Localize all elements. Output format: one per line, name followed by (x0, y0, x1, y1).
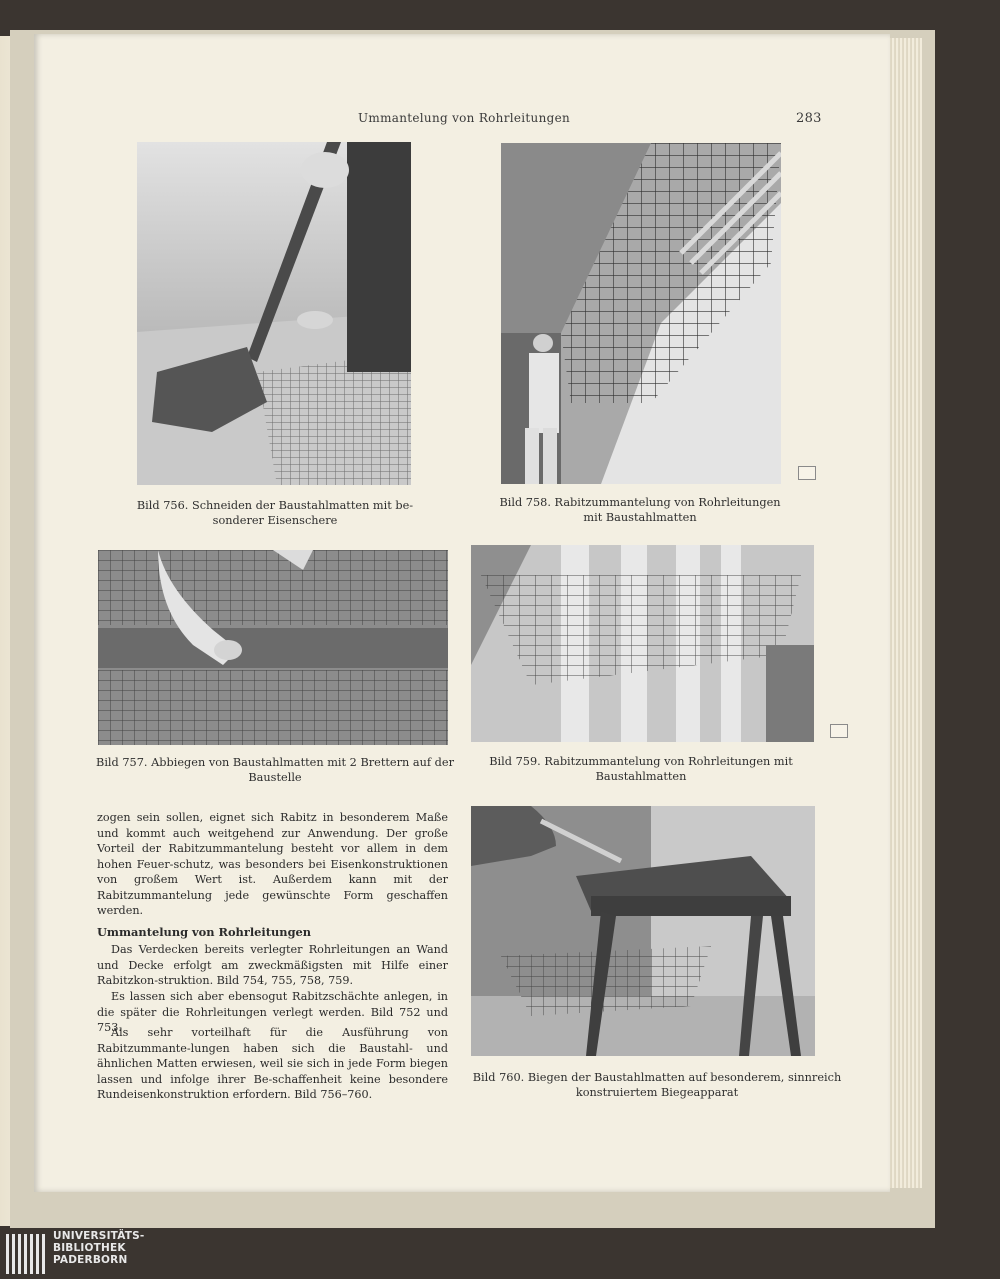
figure-758-caption (490, 495, 790, 525)
caption-line: konstruiertem Biegeapparat (575, 1086, 739, 1099)
paragraph-text: Als sehr vorteilhaft für die Ausführung von Rabitzummante-lungen haben sich die Baustahl- und ähnlichen Matten erwiesen, weil sie sich in jede Form biegen lassen und infolge ihrer Be-schaffenheit keine besondere Rundeisenkonstruktion erfordern. Bild 756–760. (97, 1026, 448, 1101)
paragraph-text: zogen sein sollen, eignet sich Rabitz in besonderem Maße und kommt auch weitgehend zur Anwendung. Der große Vorteil der Rabitzummantelung besteht vor allem in dem hohen Feuer-schutz, was besonders bei Eisenkonstruktionen von großem Wert ist. Außerdem kann mit der Rabitzummantelung jede gewünschte Form geschaffen werden. (97, 811, 448, 917)
figure-759-photo (471, 545, 814, 742)
margin-mark (830, 724, 848, 738)
library-name-line-2: BIBLIOTHEK (53, 1242, 126, 1254)
caption-line: Bild 756. Schneiden der Baustahlmatten mit be- (136, 499, 414, 512)
caption-line: Bild 760. Biegen der Baustahlmatten auf besonderem, sinnreich (472, 1071, 842, 1084)
figure-757-photo (98, 550, 448, 745)
caption-line: sonderer Eisenschere (212, 514, 338, 527)
page-number: 283 (796, 111, 822, 126)
caption-line: Bild 759. Rabitzummantelung von Rohrleitungen mit (489, 755, 793, 768)
caption-line: Bild 757. Abbiegen von Baustahlmatten mit 2 Brettern auf der (96, 756, 454, 769)
library-footer-bar (0, 1228, 1000, 1279)
figure-760-caption (462, 1070, 852, 1100)
figure-756-caption (130, 498, 420, 528)
library-name-line-1: UNIVERSITÄTS- (53, 1230, 145, 1242)
section-heading: Ummantelung von Rohrleitungen (97, 925, 312, 939)
paragraph-1 (97, 810, 448, 919)
paragraph-text: Es lassen sich aber ebensogut Rabitzschächte anlegen, in die später die Rohrleitungen verlegt werden. Bild 752 und 753. (97, 990, 448, 1034)
caption-line: Bild 758. Rabitzummantelung von Rohrleitungen (499, 496, 781, 509)
caption-line: mit Baustahlmatten (583, 511, 697, 524)
library-logo-icon (6, 1234, 46, 1274)
running-title: Ummantelung von Rohrleitungen (358, 111, 571, 125)
figure-759-caption (480, 754, 802, 784)
paragraph-text: Das Verdecken bereits verlegter Rohrleitungen an Wand und Decke erfolgt am zweckmäßigsten mit Hilfe einer Rabitzkon-struktion. Bild 754, 755, 758, 759. (97, 943, 448, 987)
figure-760-photo (471, 806, 815, 1056)
library-name-line-3: PADERBORN (53, 1254, 128, 1266)
paragraph-4 (97, 1025, 448, 1103)
caption-line: Baustahlmatten (595, 770, 687, 783)
figure-756-photo (137, 142, 411, 485)
margin-mark (798, 466, 816, 480)
page-edges (888, 38, 922, 1188)
figure-758-photo (501, 143, 781, 484)
caption-line: Baustelle (248, 771, 302, 784)
paragraph-2 (97, 942, 448, 989)
figure-757-caption (95, 755, 455, 785)
